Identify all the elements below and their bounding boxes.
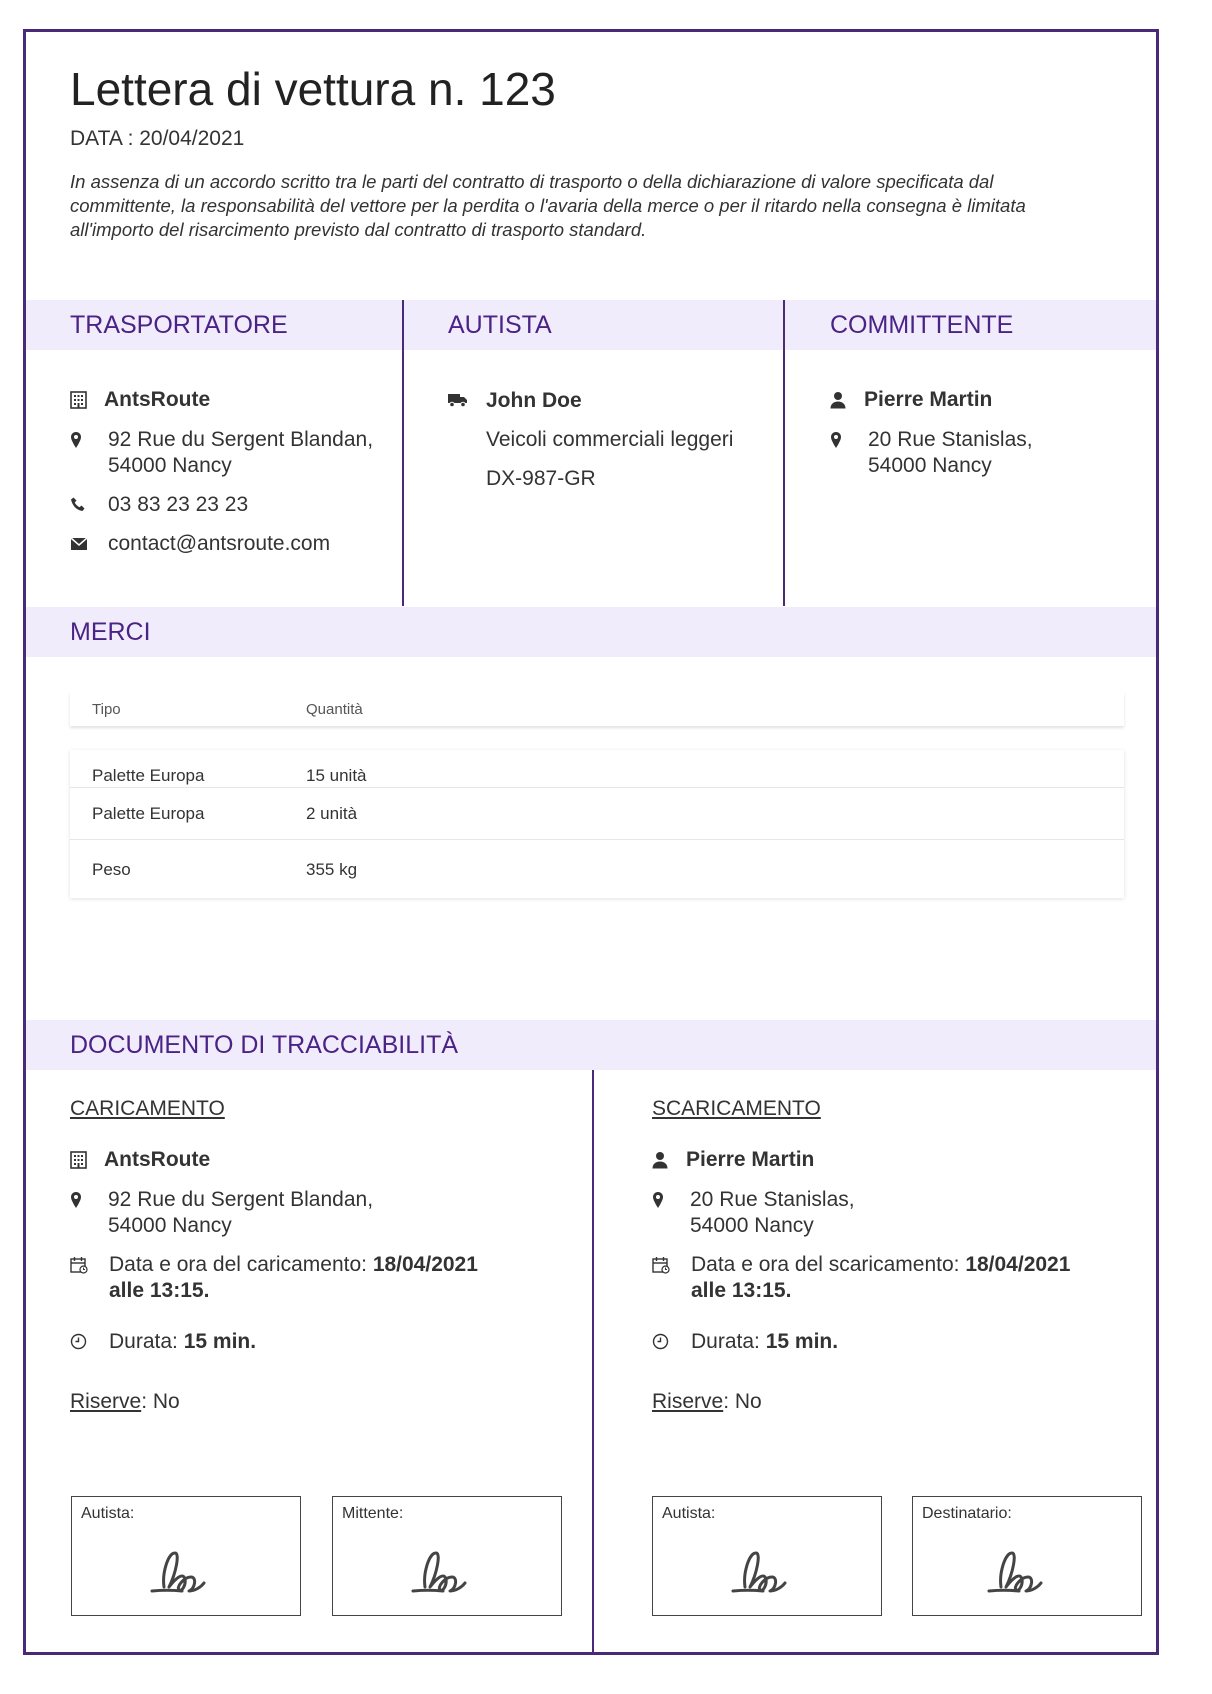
location-pin-icon bbox=[70, 1187, 96, 1209]
loading-duration-row bbox=[70, 1329, 256, 1355]
carrier-email-row bbox=[70, 531, 330, 557]
driver-signature-box[interactable] bbox=[652, 1496, 882, 1616]
sender-signature-box[interactable] bbox=[332, 1496, 562, 1616]
loading-duration: 15 min. bbox=[183, 1330, 257, 1353]
location-pin-icon bbox=[652, 1187, 678, 1209]
loading-date: 18/04/2021 bbox=[372, 1253, 478, 1276]
signature-icon bbox=[731, 1547, 787, 1597]
document-title: Lettera di vettura n. 123 bbox=[70, 63, 556, 115]
unloading-heading: SCARICAMENTO bbox=[652, 1097, 821, 1120]
driver-heading: AUTISTA bbox=[448, 311, 552, 339]
client-heading: COMMITTENTE bbox=[830, 311, 1014, 339]
truck-icon bbox=[448, 388, 474, 408]
carrier-name-row bbox=[70, 387, 210, 413]
phone-icon bbox=[70, 492, 96, 513]
loading-address-row bbox=[70, 1187, 373, 1239]
signature-label: Autista: bbox=[81, 1505, 135, 1522]
loading-reserve-value: : No bbox=[141, 1390, 180, 1413]
column-divider bbox=[402, 300, 404, 606]
driver-vehicle: Veicoli commerciali leggeri bbox=[486, 428, 734, 451]
column-header-quantity: Quantità bbox=[306, 701, 363, 718]
user-icon bbox=[830, 387, 856, 409]
carrier-name: AntsRoute bbox=[104, 388, 211, 411]
column-header-type: Tipo bbox=[92, 701, 121, 718]
row-separator bbox=[70, 787, 1124, 788]
client-address-row bbox=[830, 427, 1033, 479]
table-cell: 15 unità bbox=[306, 766, 367, 785]
loading-name-row bbox=[70, 1147, 210, 1173]
calendar-icon bbox=[652, 1252, 678, 1274]
unloading-duration-label: Durata: bbox=[691, 1330, 766, 1353]
carrier-email: contact@antsroute.com bbox=[108, 532, 331, 555]
unloading-name-row bbox=[652, 1147, 814, 1173]
unloading-datetime-label: Data e ora del scaricamento: bbox=[691, 1253, 966, 1276]
goods-table-header bbox=[70, 692, 1124, 726]
loading-heading: CARICAMENTO bbox=[70, 1097, 225, 1120]
building-icon bbox=[70, 1147, 96, 1169]
signature-icon bbox=[987, 1547, 1043, 1597]
client-name: Pierre Martin bbox=[864, 388, 993, 411]
carrier-address-line2: 54000 Nancy bbox=[108, 454, 232, 477]
signature-label: Autista: bbox=[662, 1505, 716, 1522]
unloading-reserve bbox=[652, 1389, 762, 1415]
driver-name: John Doe bbox=[486, 389, 582, 412]
unloading-date: 18/04/2021 bbox=[965, 1253, 1071, 1276]
goods-table-body bbox=[70, 750, 1124, 898]
goods-heading: MERCI bbox=[70, 618, 151, 646]
carrier-heading: TRASPORTATORE bbox=[70, 311, 288, 339]
table-cell: Peso bbox=[92, 860, 131, 879]
client-address-line2: 54000 Nancy bbox=[868, 454, 992, 477]
loading-datetime-label: Data e ora del caricamento: bbox=[109, 1253, 373, 1276]
disclaimer-text: In assenza di un accordo scritto tra le parti del contratto di trasporto o della dichiarazione di valore specificata dal committente, la responsabilità del vettore per la perdita o l'avaria della merce o per il ritardo nella consegna è limitata all'importo del risarcimento previsto dal contratto di trasporto standard. bbox=[70, 171, 1026, 240]
signature-label: Mittente: bbox=[342, 1505, 404, 1522]
carrier-address-line1: 92 Rue du Sergent Blandan, bbox=[108, 428, 374, 451]
loading-address-line1: 92 Rue du Sergent Blandan, bbox=[108, 1188, 374, 1211]
signature-label: Destinatario: bbox=[922, 1505, 1012, 1522]
carrier-address-row bbox=[70, 427, 373, 479]
envelope-icon bbox=[70, 531, 96, 551]
table-cell: Palette Europa bbox=[92, 804, 205, 823]
unloading-address-row bbox=[652, 1187, 855, 1239]
unloading-name: Pierre Martin bbox=[686, 1148, 815, 1171]
column-divider bbox=[592, 1070, 594, 1655]
driver-name-row bbox=[448, 388, 582, 414]
unloading-address-line1: 20 Rue Stanislas, bbox=[690, 1188, 855, 1211]
loading-reserve-label: Riserve bbox=[70, 1390, 142, 1413]
signature-icon bbox=[150, 1547, 206, 1597]
driver-plate: DX-987-GR bbox=[486, 467, 596, 490]
unloading-reserve-value: : No bbox=[723, 1390, 762, 1413]
unloading-address-line2: 54000 Nancy bbox=[690, 1214, 814, 1237]
unloading-duration-row bbox=[652, 1329, 838, 1355]
building-icon bbox=[70, 387, 96, 409]
loading-duration-label: Durata: bbox=[109, 1330, 184, 1353]
driver-signature-box[interactable] bbox=[71, 1496, 301, 1616]
document-date: DATA : 20/04/2021 bbox=[70, 127, 245, 150]
carrier-phone-row bbox=[70, 492, 248, 518]
loading-datetime-row bbox=[70, 1252, 478, 1304]
loading-name: AntsRoute bbox=[104, 1148, 211, 1171]
recipient-signature-box[interactable] bbox=[912, 1496, 1142, 1616]
location-pin-icon bbox=[830, 427, 856, 449]
loading-time: alle 13:15. bbox=[109, 1279, 210, 1302]
table-cell: 355 kg bbox=[306, 860, 358, 879]
table-cell: 2 unità bbox=[306, 804, 358, 823]
calendar-icon bbox=[70, 1252, 96, 1274]
unloading-reserve-label: Riserve bbox=[652, 1390, 724, 1413]
location-pin-icon bbox=[70, 427, 96, 449]
unloading-datetime-row bbox=[652, 1252, 1070, 1304]
clock-icon bbox=[70, 1329, 96, 1350]
signature-icon bbox=[411, 1547, 467, 1597]
unloading-time: alle 13:15. bbox=[691, 1279, 792, 1302]
client-address-line1: 20 Rue Stanislas, bbox=[868, 428, 1033, 451]
traceability-heading: DOCUMENTO DI TRACCIABILITÀ bbox=[70, 1031, 459, 1059]
unloading-duration: 15 min. bbox=[765, 1330, 839, 1353]
loading-address-line2: 54000 Nancy bbox=[108, 1214, 232, 1237]
user-icon bbox=[652, 1147, 678, 1169]
loading-reserve bbox=[70, 1389, 180, 1415]
row-separator bbox=[70, 839, 1124, 840]
table-cell: Palette Europa bbox=[92, 766, 205, 785]
client-name-row bbox=[830, 387, 992, 413]
column-divider bbox=[783, 300, 785, 606]
clock-icon bbox=[652, 1329, 678, 1350]
goods-band bbox=[26, 607, 1156, 657]
carrier-phone: 03 83 23 23 23 bbox=[108, 493, 249, 516]
